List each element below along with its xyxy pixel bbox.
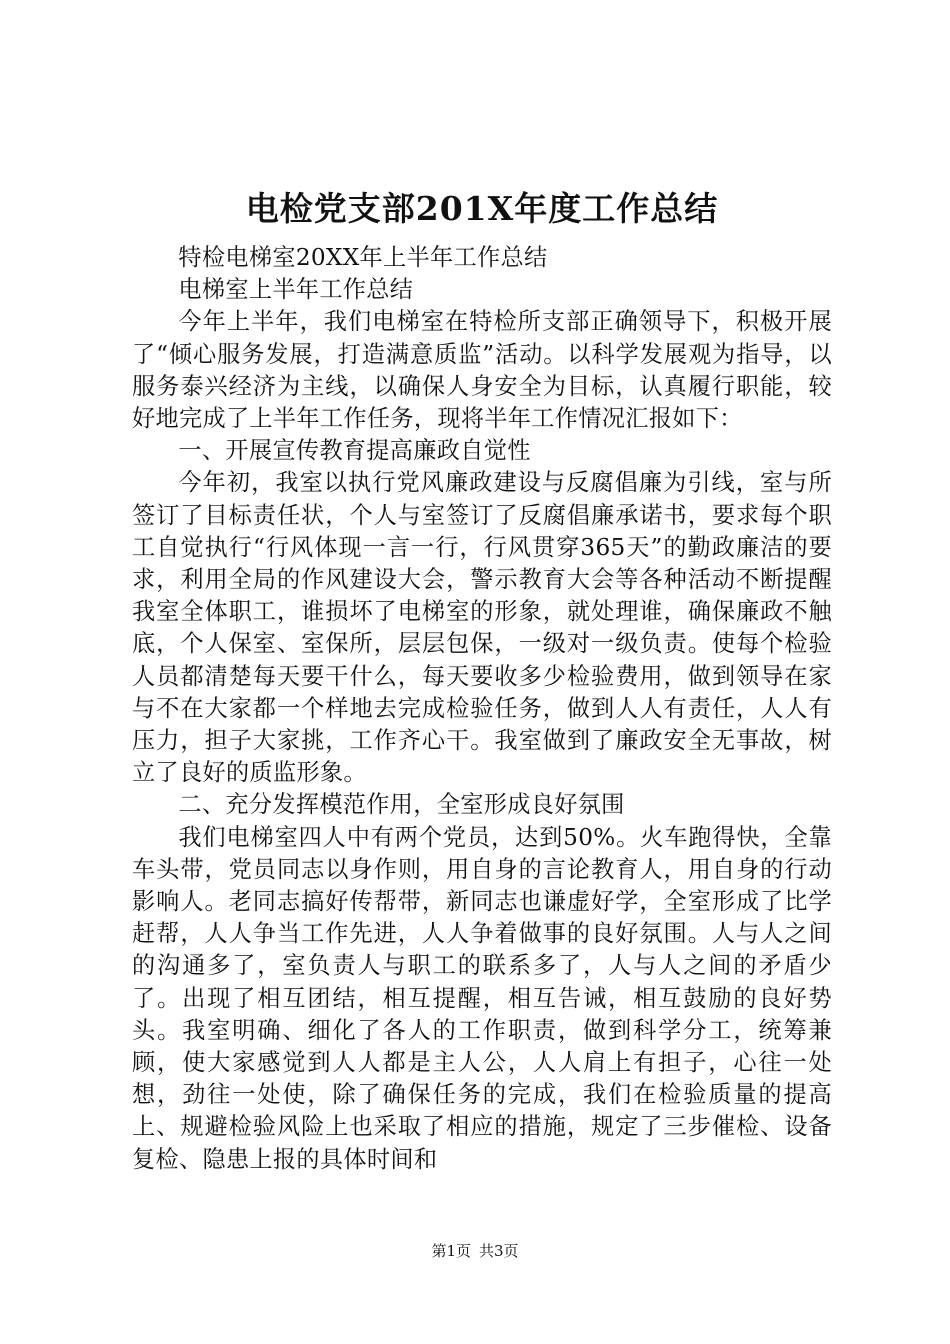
document-body xyxy=(132,186,832,1176)
page-total: 共3页 xyxy=(479,1242,519,1260)
document-title: 电检党支部201X年度工作总结 xyxy=(245,189,719,228)
body-paragraph: 今年初，我室以执行党风廉政建设与反腐倡廉为引线，室与所签订了目标责任状，个人与室签订了反腐倡廉承诺书，要求每个职工自觉执行“行风体现一言一行，行风贯穿365天”的勤政廉洁的要求，利用全局的作风建设大会，警示教育大会等各种活动不断提醒我室全体职工，谁损坏了电梯室的形象，就处理谁，确保廉政不触底，个人保室、室保所，层层包保，一级对一级负责。使每个检验人员都清楚每天要干什么，每天要收多少检验费用，做到领导在家与不在大家都一个样地去完成检验任务，做到人人有责任，人人有压力，担子大家挑，工作齐心干。我室做到了廉政安全无事故，树立了良好的质监形象。 xyxy=(132,469,832,787)
body-paragraph: 我们电梯室四人中有两个党员，达到50%。火车跑得快，全靠车头带，党员同志以身作则，用自身的言论教育人，用自身的行动影响人。老同志搞好传帮带，新同志也谦虚好学，全室形成了比学赶帮，人人争当工作先进，人人争着做事的良好氛围。人与人之间的沟通多了，室负责人与职工的联系多了，人与人之间的矛盾少了。出现了相互团结，相互提醒，相互告诫，相互鼓励的良好势头。我室明确、细化了各人的工作职责，做到科学分工，统筹兼顾，使大家感觉到人人都是主人公，人人肩上有担子，心往一处想，劲往一处使，除了确保任务的完成，我们在检验质量的提高上、规避检验风险上也采取了相应的措施，规定了三步催检、设备复检、隐患上报的具体时间和 xyxy=(132,823,832,1173)
section-heading: 二、充分发挥模范作用，全室形成良好氛围 xyxy=(178,791,625,819)
section-heading: 一、开展宣传教育提高廉政自觉性 xyxy=(178,437,531,465)
page-footer xyxy=(0,1240,950,1261)
page-number: 第1页 xyxy=(431,1242,471,1260)
subtitle-line: 特检电梯室20XX年上半年工作总结 xyxy=(178,244,548,271)
subtitle-line: 电梯室上半年工作总结 xyxy=(178,276,414,304)
body-paragraph: 今年上半年，我们电梯室在特检所支部正确领导下，积极开展了“倾心服务发展，打造满意质监”活动。以科学发展观为指导，以服务泰兴经济为主线，以确保人身安全为目标，认真履行职能，较好地完成了上半年工作任务，现将半年工作情况汇报如下： xyxy=(132,308,832,433)
